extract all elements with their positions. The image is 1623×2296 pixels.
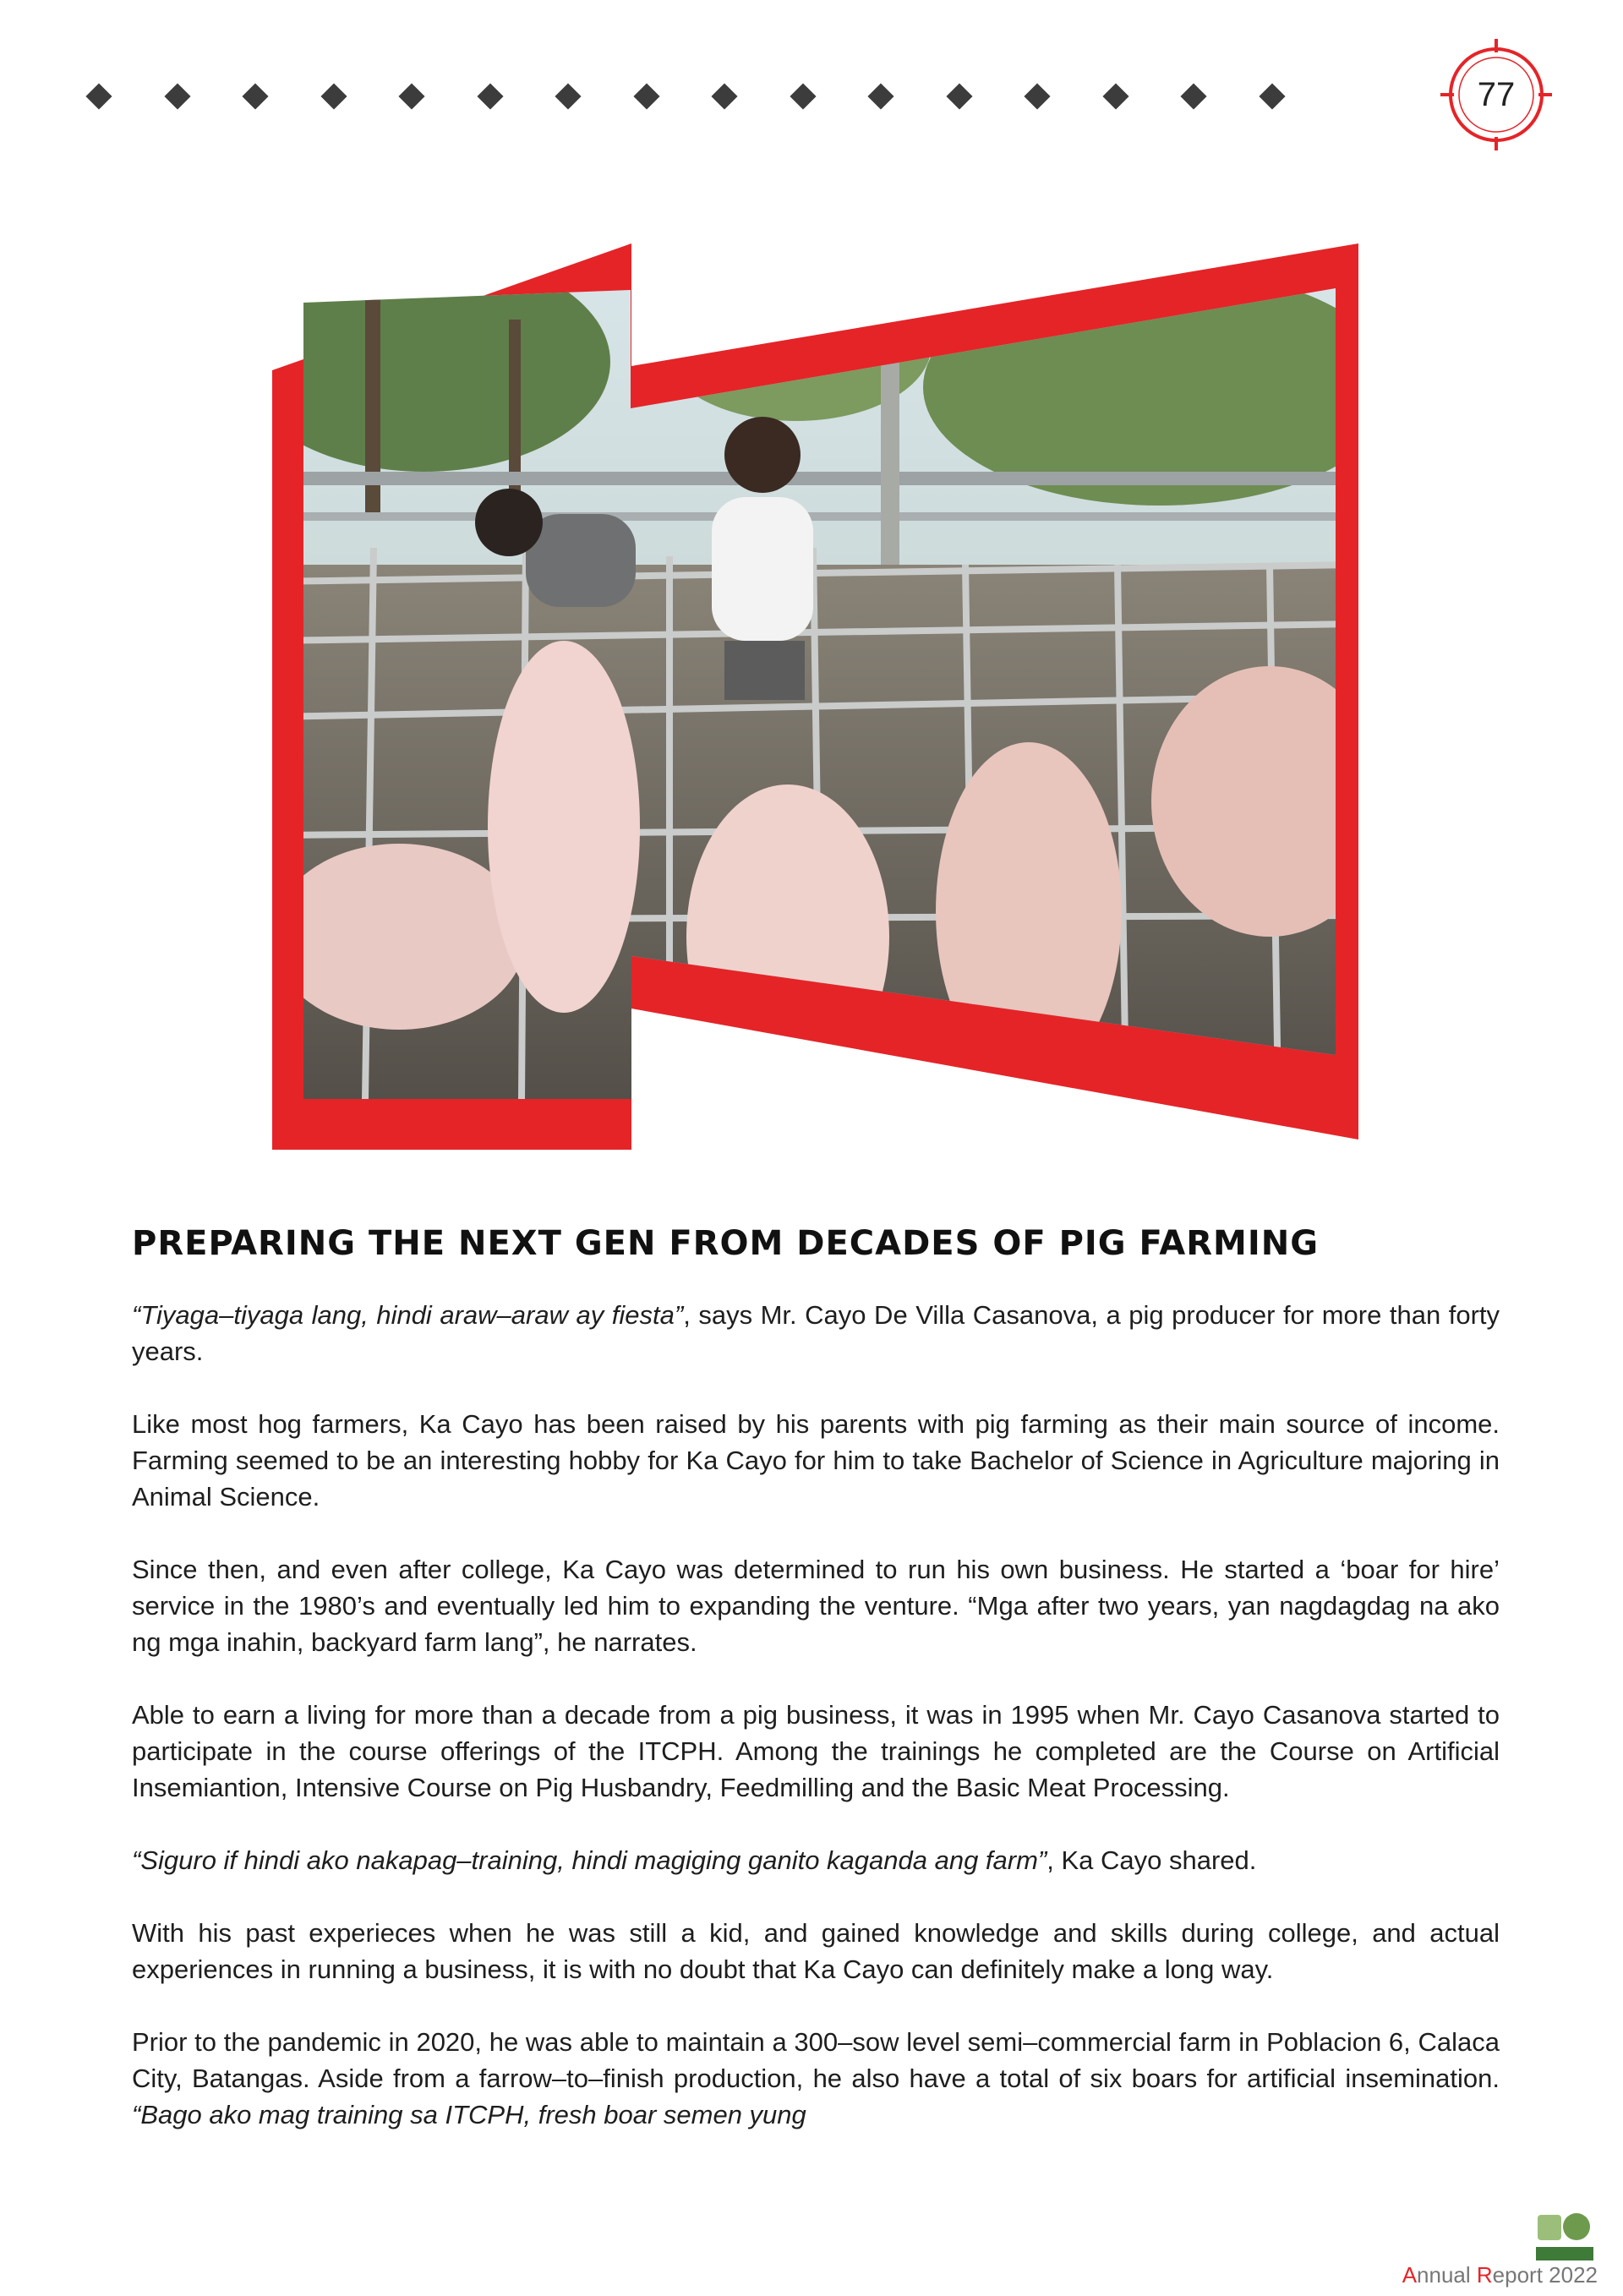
article-paragraph: “Siguro if hindi ako nakapag–training, hindi magiging ganito kaganda ang farm”, Ka Cayo shared. [132, 1845, 1257, 1875]
diamond-icon [1024, 83, 1050, 109]
page-number: 77 [1477, 76, 1516, 113]
diamond-icon [1259, 83, 1285, 109]
hero-photo [272, 243, 1358, 1150]
article-paragraph: Able to earn a living for more than a decade from a pig business, it was in 1995 when Mr. Cayo Casanova started to participate in the course offerings of the ITCPH. Among the trainings he completed are the Course on Artificial Insemiantion, Intensive Course on Pig Husbandry, Feedmilling and the Basic Meat Processing. [132, 1700, 1500, 1802]
quote: “Tiyaga–tiyaga lang, hindi araw–araw ay fiesta” [132, 1300, 684, 1330]
diamond-icon [242, 83, 268, 109]
diamond-icon [555, 83, 581, 109]
article-paragraph: Like most hog farmers, Ka Cayo has been raised by his parents with pig farming as their main source of income. Farming seemed to be an interesting hobby for Ka Cayo for him to take Bachelor of Science in Agriculture majoring in Animal Science. [132, 1409, 1500, 1512]
diamond-icon [398, 83, 424, 109]
diamond-icon [320, 83, 347, 109]
annual-report-label: Annual Report 2022 [1402, 2262, 1598, 2288]
article-paragraph: “Tiyaga–tiyaga lang, hindi araw–araw ay fiesta”, says Mr. Cayo De Villa Casanova, a pig producer for more than forty years. [132, 1300, 1500, 1366]
diamond-icon [164, 83, 190, 109]
diamond-icon [867, 83, 893, 109]
diamond-icon [790, 83, 816, 109]
article-title: PREPARING THE NEXT GEN FROM DECADES OF PIG FARMING [132, 1224, 1320, 1263]
diamond-icon [711, 83, 737, 109]
diamond-icon [1180, 83, 1206, 109]
header-diamond-row [0, 0, 1352, 203]
diamond-icon [633, 83, 659, 109]
diamond-icon [477, 83, 503, 109]
article-paragraph: With his past experieces when he was still a kid, and gained knowledge and skills during college, and actual experiences in running a business, it is with no doubt that Ka Cayo can definitely make a long way. [132, 1918, 1500, 1984]
ati-itcph-logo [1534, 2208, 1595, 2264]
page-number-badge [1437, 36, 1555, 154]
quote: “Siguro if hindi ako nakapag–training, hindi magiging ganito kaganda ang farm” [132, 1845, 1047, 1875]
diamond-icon [85, 83, 112, 109]
article-body [132, 1297, 1500, 2169]
article-paragraph: Prior to the pandemic in 2020, he was able to maintain a 300–sow level semi–commercial farm in Poblacion 6, Calaca City, Batangas. Aside from a farrow–to–finish production, he also have a total of six boars for artificial insemination. “Bago ako mag training sa ITCPH, fresh boar semen yung [132, 2027, 1500, 2129]
diamond-icon [946, 83, 972, 109]
article-paragraph: Since then, and even after college, Ka Cayo was determined to run his own business. He started a ‘boar for hire’ service in the 1980’s and eventually led him to expanding the venture. “Mga after two years, yan nagdagdag na ako ng mga inahin, backyard farm lang”, he narrates. [132, 1555, 1500, 1657]
diamond-icon [1102, 83, 1128, 109]
quote: “Bago ako mag training sa ITCPH, fresh boar semen yung [132, 2100, 806, 2129]
